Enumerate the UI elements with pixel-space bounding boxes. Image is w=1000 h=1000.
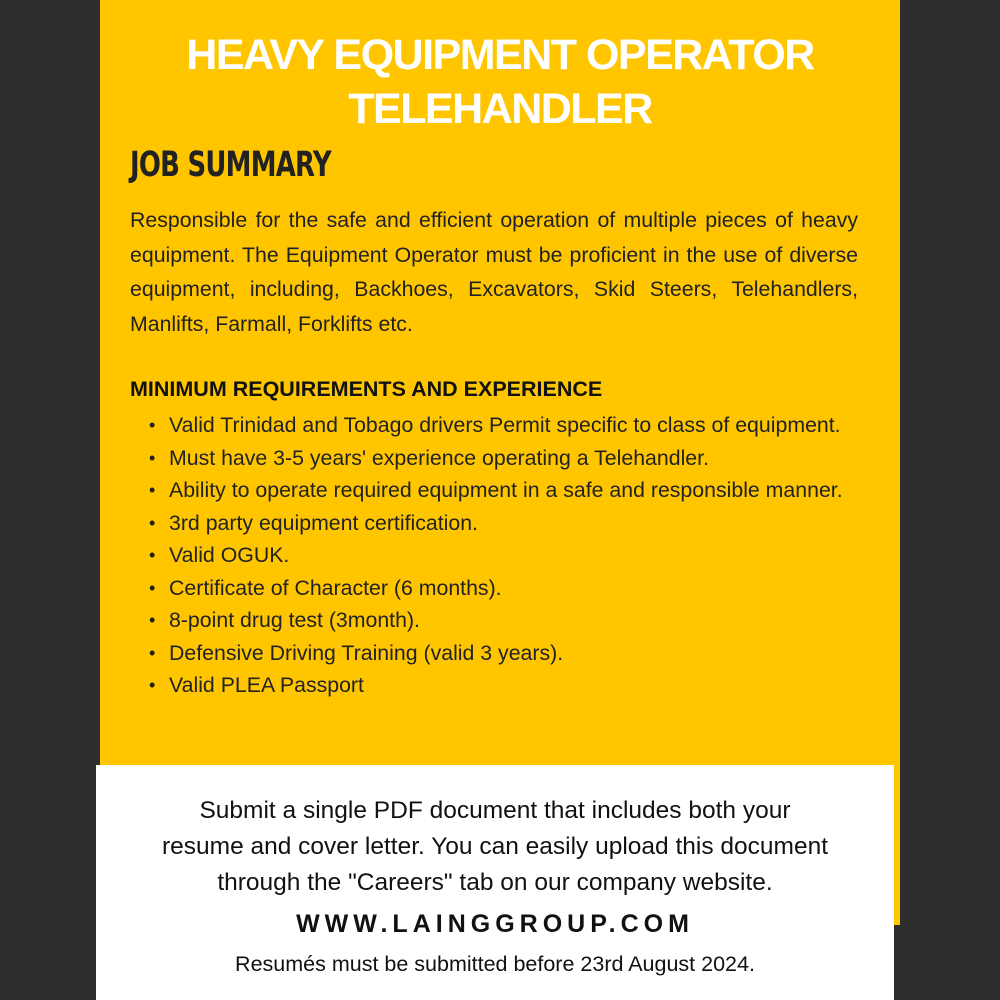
job-title-line-1: HEAVY EQUIPMENT OPERATOR [186,31,814,79]
bullet-icon: • [149,480,156,500]
requirement-item [130,409,858,442]
bullet-icon: • [149,512,156,533]
job-title-line-2: TELEHANDLER [348,85,652,133]
requirement-item [130,669,858,702]
requirement-item [130,604,858,637]
requirement-text: 8-point drug test (3month). [169,608,420,632]
job-summary-text: Responsible for the safe and efficient operation of multiple pieces of heavy equipment. The Equipment Operator must be proficient in the use of diverse equipment, including, Backhoes, Excavators, Skid Steers, Telehandlers, Manlifts, Farmall, Forklifts etc. [130,208,858,336]
requirement-item [130,572,858,605]
requirement-item [130,442,858,475]
job-title [100,28,900,136]
bullet-icon: • [149,577,156,598]
requirement-item [130,507,858,540]
bullet-icon: • [149,545,156,565]
requirement-item [130,539,858,572]
requirement-text: Valid Trinidad and Tobago drivers Permit specific to class of equipment. [169,413,841,437]
requirement-text: 3rd party equipment certification. [169,510,478,535]
job-summary-heading: JOB SUMMARY [130,145,331,185]
application-deadline: Resumés must be submitted before 23rd August 2024. [235,952,755,976]
instructions-line-2: resume and cover letter. You can easily upload this document [162,833,828,860]
instructions-line-3: through the "Careers" tab on our company website. [217,869,773,896]
requirement-text: Defensive Driving Training (valid 3 years). [169,640,564,665]
requirements-list [130,409,858,702]
requirement-item [130,637,858,670]
application-footer [96,765,894,1000]
requirement-text: Ability to operate required equipment in a safe and responsible manner. [169,478,843,502]
requirement-text: Valid OGUK. [169,543,290,567]
bullet-icon: • [149,415,156,435]
requirement-item [130,474,858,507]
requirement-text: Certificate of Character (6 months). [169,575,502,600]
bullet-icon: • [149,675,156,695]
company-website: WWW.LAINGGROUP.COM [296,910,694,938]
requirements-heading: MINIMUM REQUIREMENTS AND EXPERIENCE [130,377,603,401]
requirement-text: Must have 3-5 years' experience operating a Telehandler. [169,445,709,470]
application-instructions [96,793,894,901]
bullet-icon: • [149,610,156,630]
bullet-icon: • [149,447,156,468]
bullet-icon: • [149,642,156,663]
requirement-text: Valid PLEA Passport [169,673,364,697]
instructions-line-1: Submit a single PDF document that includes both your [199,797,791,824]
